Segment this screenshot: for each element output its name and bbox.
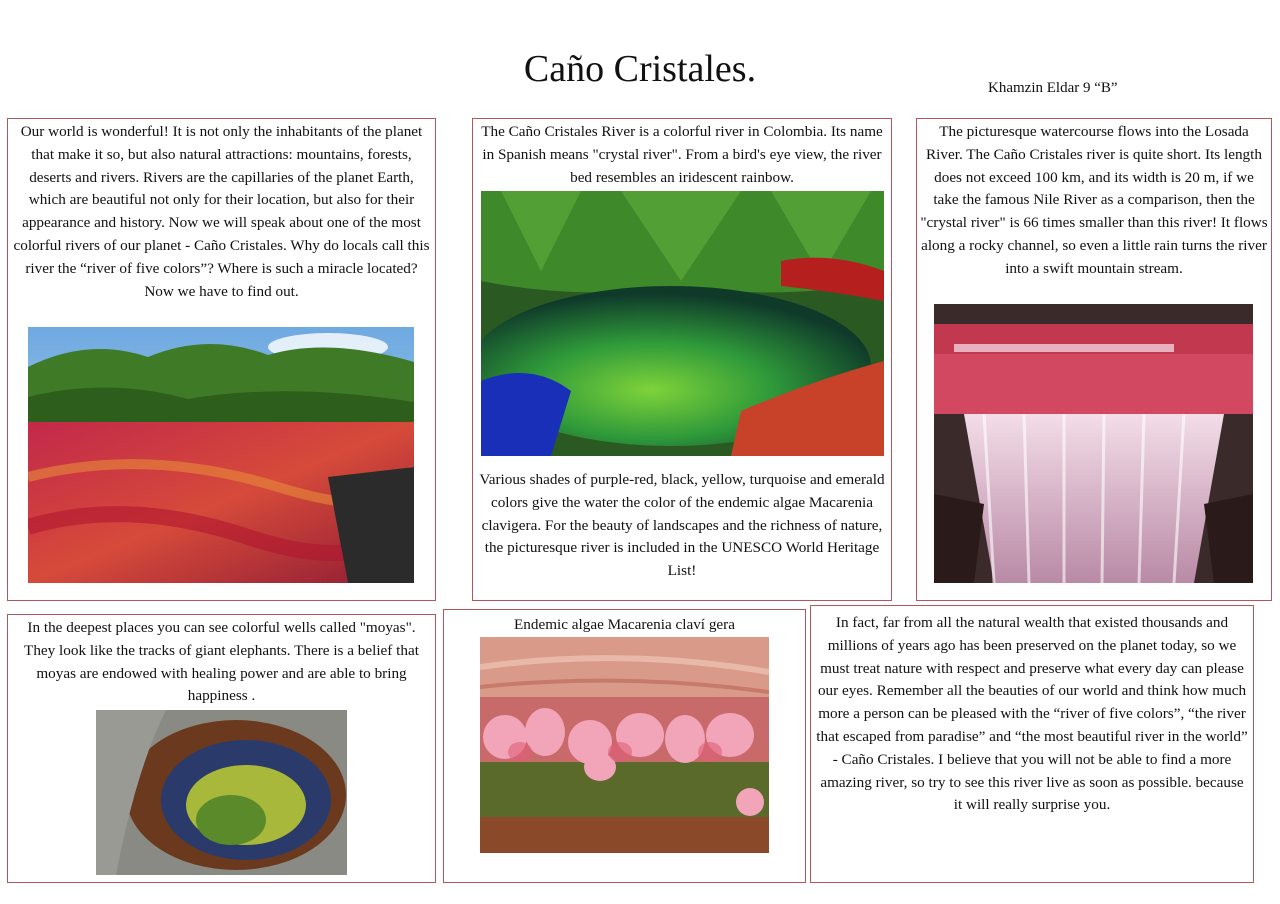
photo-moya-well (96, 710, 347, 875)
moyas-text: In the deepest places you can see colorful wells called "moyas". They look like the tracks of giant elephants. There is a belief that moyas are endowed with healing power and are able to bring happiness . (24, 619, 419, 705)
losada-text: The picturesque watercourse flows into the Losada River. The Caño Cristales river is quite short. Its length does not exceed 100 km, and its width is 20 m, if we take the famous Nile River as a comparison, then the "crystal river" is 66 times smaller than this river! It flows along a rocky channel, so even a little rain turns the river into a swift mountain stream. (920, 123, 1268, 277)
photo-waterfall (934, 304, 1253, 583)
intro-text: Our world is wonderful! It is not only the inhabitants of the planet that make it so, but also natural attractions: mountains, forests, deserts and rivers. Rivers are the capillaries of the planet Earth, which are beautiful not only for their location, but also for their appearance and history. Now we will speak about one of the most colorful rivers of our planet - Caño Cristales. Why do locals call this river the “river of five colors”? Where is such a miracle located? Now we have to find out. (13, 123, 430, 300)
photo-pink-algae (480, 637, 769, 853)
photo-red-riverbed (28, 327, 414, 583)
author-label: Khamzin Eldar 9 “B” (988, 80, 1118, 96)
colors-text: Various shades of purple-red, black, yellow, turquoise and emerald colors give the water the color of the endemic algae Macarenia clavigera. For the beauty of landscapes and the richness of nature, the picturesque river is included in the UNESCO World Heritage List! (479, 471, 885, 580)
algae-caption: Endemic algae Macarenia claví gera (514, 616, 735, 633)
colombia-text: The Caño Cristales River is a colorful river in Colombia. Its name in Spanish means "crystal river". From a bird's eye view, the river bed resembles an iridescent rainbow. (481, 123, 883, 186)
photo-rainbow-river (481, 191, 884, 456)
page-title: Caño Cristales. (523, 48, 757, 90)
conclusion-text: In fact, far from all the natural wealth that existed thousands and millions of years ago has been preserved on the planet today, so we must treat nature with respect and preserve what every day can please our eyes. Remember all the beauties of our world and think how much more a person can be pleased with the “river of five colors”, “the river that escaped from paradise” and “the most beautiful river in the world” - Caño Cristales. I believe that you will not be able to find a more amazing river, so try to see this river live as soon as possible. because it will really surprise you. (816, 614, 1248, 814)
